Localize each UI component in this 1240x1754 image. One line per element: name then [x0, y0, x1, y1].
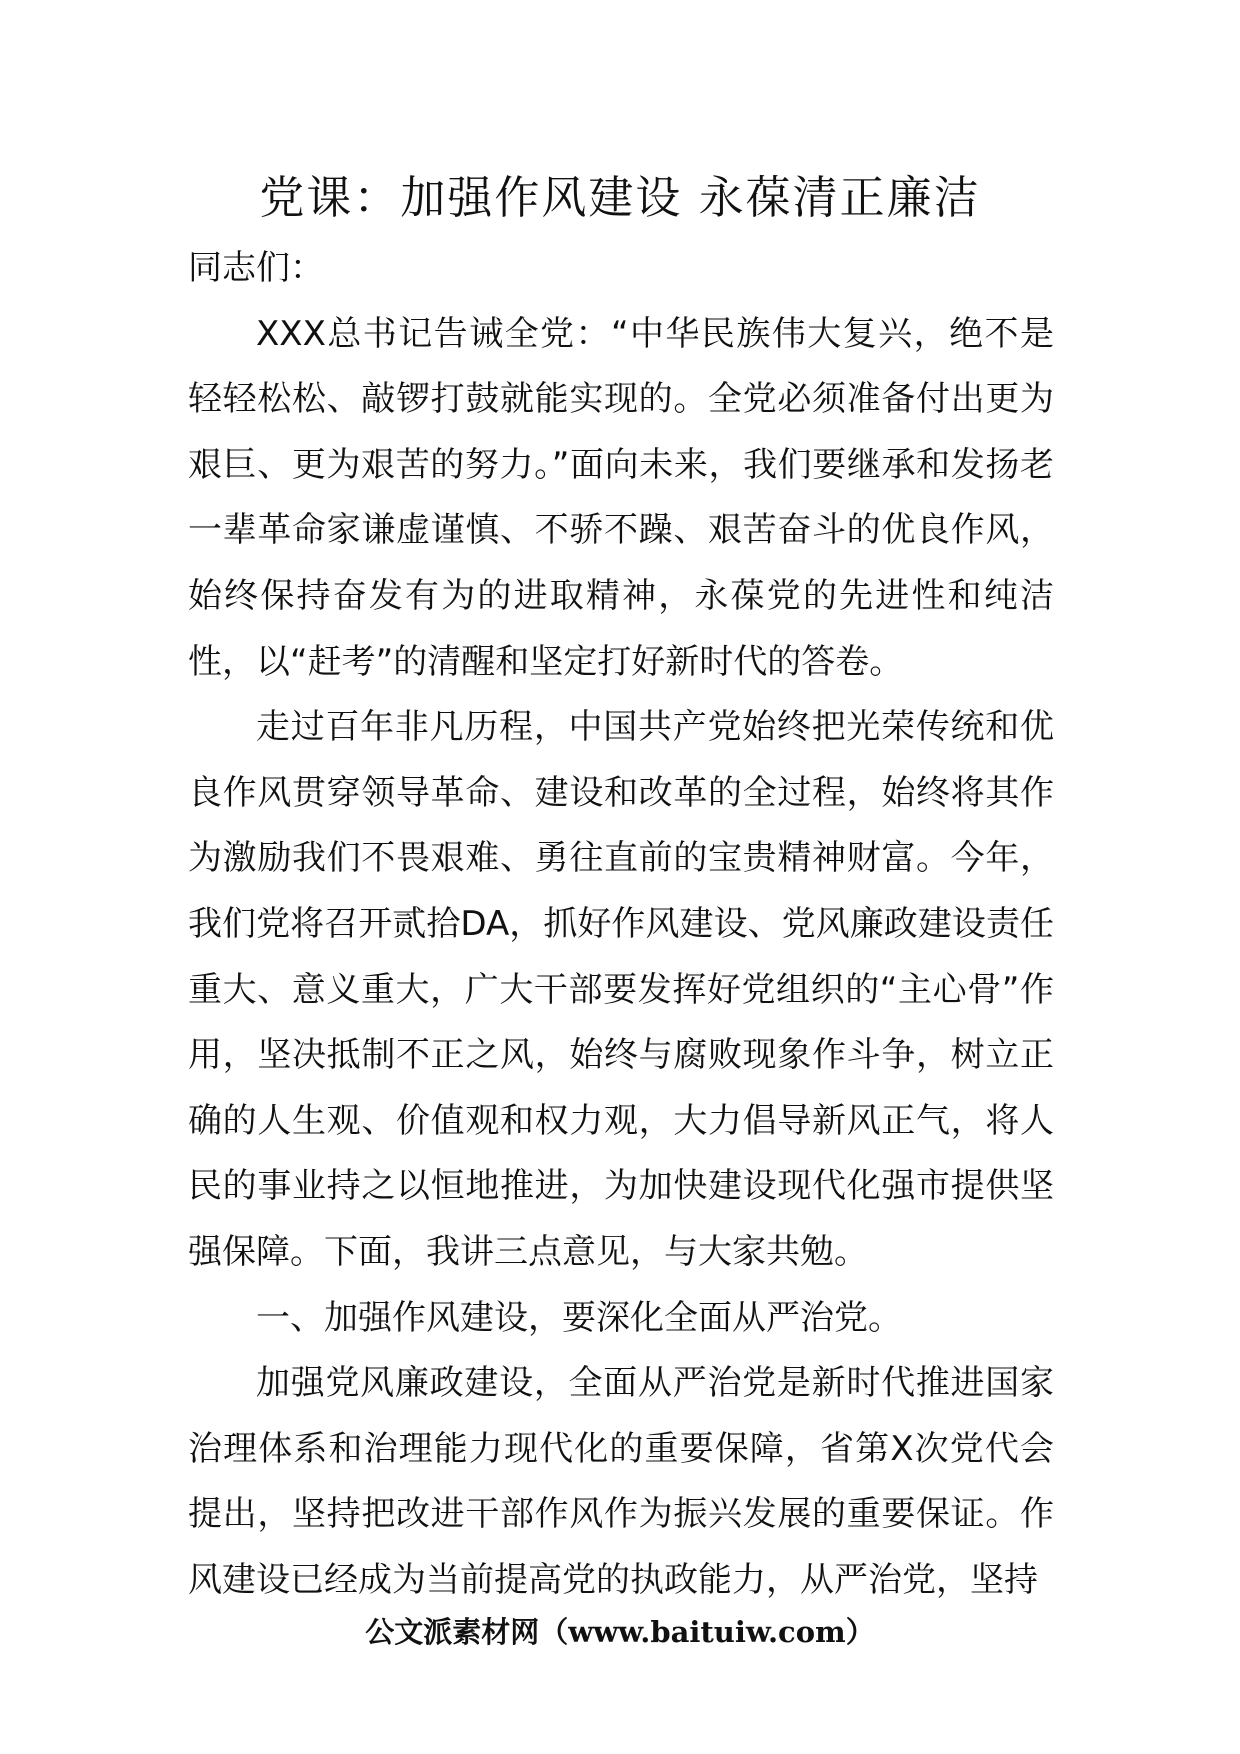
paragraph: 走过百年非凡历程，中国共产党始终把光荣传统和优良作风贯穿领导革命、建设和改革的全过程，始终将其作为激励我们不畏艰难、勇往直前的宝贵精神财富。今年，我们党将召开贰拾DA，抓好作风建设、党风廉政建设责任重大、意义重大，广大干部要发挥好党组织的“主心骨”作用，坚决抵制不正之风，始终与腐败现象作斗争，树立正确的人生观、价值观和权力观，大力倡导新风正气，将人民的事业持之以恒地推进，为加快建设现代化强市提供坚强保障。下面，我讲三点意见，与大家共勉。 — [188, 707, 1054, 1272]
document-body — [188, 236, 1054, 1613]
source-watermark: 公文派素材网（www.baituiw.com） — [365, 1615, 875, 1649]
salutation: 同志们： — [188, 248, 324, 288]
document-title: 党课：加强作风建设 永葆清正廉洁 — [259, 171, 981, 224]
paragraph: XXX总书记告诫全党：“中华民族伟大复兴，绝不是轻轻松松、敲锣打鼓就能实现的。全党必须准备付出更为艰巨、更为艰苦的努力。”面向未来，我们要继承和发扬老一辈革命家谦虚谨慎、不骄不躁、艰苦奋斗的优良作风，始终保持奋发有为的进取精神，永葆党的先进性和纯洁性，以“赶考”的清醒和坚定打好新时代的答卷。 — [188, 313, 1054, 682]
paragraph: 加强党风廉政建设，全面从严治党是新时代推进国家治理体系和治理能力现代化的重要保障，省第X次党代会提出，坚持把改进干部作风作为振兴发展的重要保证。作风建设已经成为当前提高党的执政能力，从严治党，坚持 — [188, 1363, 1054, 1600]
section-heading: 一、加强作风建设，要深化全面从严治党。 — [256, 1297, 902, 1338]
